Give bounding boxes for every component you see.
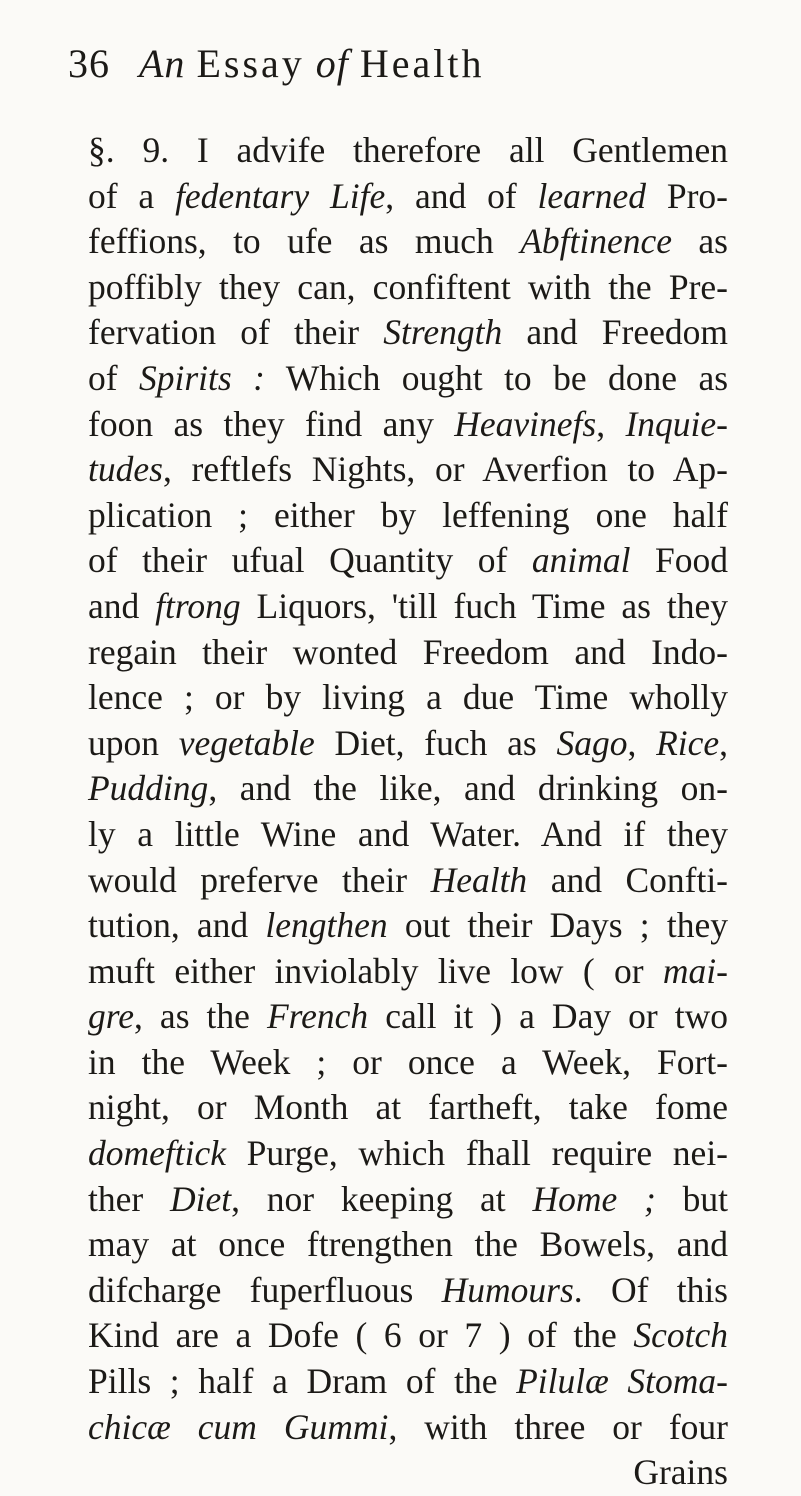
- text-segment: fervation of their: [88, 312, 384, 353]
- text-segment: feffions, to ufe as much: [88, 221, 521, 262]
- italic-segment: Pilulæ Stoma-: [516, 1361, 728, 1402]
- header-word-essay: Essay: [196, 41, 305, 86]
- text-segment: of a: [88, 175, 176, 216]
- text-segment: Which ought to be done as: [264, 357, 729, 398]
- text-segment: Pro-: [645, 175, 728, 216]
- italic-segment: animal: [531, 540, 631, 581]
- text-line: [88, 721, 728, 767]
- text-line: [88, 858, 728, 904]
- text-segment: , and the like, and drinking on-: [208, 768, 728, 809]
- text-line: [88, 949, 728, 995]
- text-segment: out their Days ; they: [387, 905, 728, 946]
- text-segment: and Confti-: [527, 859, 728, 900]
- italic-segment: Rice: [656, 722, 720, 763]
- text-segment: Food: [630, 540, 728, 581]
- text-line: [88, 310, 728, 356]
- italic-segment: tudes: [88, 449, 163, 490]
- text-segment: Purge, which fhall require nei-: [226, 1133, 728, 1174]
- italic-segment: Inquie-: [625, 403, 728, 444]
- italic-segment: vegetable: [178, 722, 315, 763]
- text-line: [88, 1085, 728, 1131]
- text-segment: foon as they find any: [88, 403, 455, 444]
- text-line: [88, 1177, 728, 1223]
- text-segment: of their ufual Quantity of: [88, 540, 532, 581]
- text-segment: plication ; either by leffening one half: [88, 494, 728, 535]
- text-segment: regain their wonted Freedom and Indo-: [88, 631, 728, 672]
- text-line: [88, 1222, 728, 1268]
- page-number: 36: [68, 41, 110, 86]
- header-word-health: Health: [359, 41, 485, 86]
- text-line: [88, 1450, 728, 1496]
- italic-segment: fedentary Life: [175, 175, 386, 216]
- text-segment: ,: [627, 722, 657, 763]
- text-line: [88, 812, 728, 858]
- text-line: [88, 447, 728, 493]
- text-line: [88, 265, 728, 311]
- text-segment: , reftlefs Nights, or Averfion to Ap-: [162, 449, 728, 490]
- text-line: [88, 1359, 728, 1405]
- text-segment: ly a little Wine and Water. And if they: [88, 813, 728, 854]
- text-line: [88, 174, 728, 220]
- italic-segment: Diet: [169, 1178, 232, 1219]
- text-line: [88, 128, 728, 174]
- text-segment: would preferve their: [88, 859, 431, 900]
- italic-segment: gre: [88, 996, 135, 1037]
- text-segment: difcharge fuperfluous: [88, 1269, 442, 1310]
- text-segment: , with three or four: [388, 1406, 728, 1447]
- italic-segment: domeftick: [88, 1133, 226, 1174]
- text-line: [88, 1131, 728, 1177]
- text-segment: , nor keeping at: [231, 1178, 533, 1219]
- text-segment: muft either inviolably live low ( or: [88, 950, 663, 991]
- text-segment: of: [88, 357, 139, 398]
- italic-segment: Heavinefs: [454, 403, 597, 444]
- body-text: [88, 128, 728, 1496]
- header-word-of: of: [315, 41, 349, 86]
- text-segment: ,: [596, 403, 626, 444]
- text-segment: as: [671, 221, 728, 262]
- italic-segment: French: [266, 996, 369, 1037]
- italic-segment: lengthen: [265, 905, 388, 946]
- italic-segment: Scotch: [633, 1315, 728, 1356]
- text-line: [88, 1405, 728, 1451]
- italic-segment: learned: [537, 175, 646, 216]
- text-line: [88, 493, 728, 539]
- italic-segment: ftrong: [155, 585, 241, 626]
- italic-segment: Health: [430, 859, 528, 900]
- italic-segment: Home ;: [532, 1178, 656, 1219]
- text-line: [88, 356, 728, 402]
- text-segment: and: [88, 585, 156, 626]
- text-line: [88, 584, 728, 630]
- header-word-an: An: [139, 41, 186, 86]
- text-segment: . Of this: [573, 1269, 728, 1310]
- text-line: [88, 1040, 728, 1086]
- text-segment: lence ; or by living a due Time wholly: [88, 677, 728, 718]
- text-line: [88, 994, 728, 1040]
- text-line: [88, 903, 728, 949]
- text-segment: , and of: [385, 175, 538, 216]
- text-segment: tution, and: [88, 905, 266, 946]
- text-line: [88, 538, 728, 584]
- text-segment: in the Week ; or once a Week, Fort-: [88, 1041, 728, 1082]
- text-segment: Liquors, 'till fuch Time as they: [240, 585, 728, 626]
- text-line: [88, 630, 728, 676]
- text-segment: night, or Month at fartheft, take fome: [88, 1087, 728, 1128]
- text-line: [88, 1313, 728, 1359]
- text-segment: poffibly they can, confiftent with the Pre-: [88, 266, 728, 307]
- text-segment: upon: [88, 722, 179, 763]
- text-segment: Kind are a Dofe ( 6 or 7 ) of the: [88, 1315, 634, 1356]
- running-header: [68, 40, 485, 87]
- text-segment: Pills ; half a Dram of the: [88, 1361, 517, 1402]
- italic-segment: mai-: [662, 950, 728, 991]
- italic-segment: Spirits :: [139, 357, 265, 398]
- text-segment: may at once ftrengthen the Bowels, and: [88, 1224, 728, 1265]
- italic-segment: Pudding: [88, 768, 209, 809]
- text-segment: , as the: [134, 996, 267, 1037]
- text-segment: ,: [719, 722, 729, 763]
- italic-segment: Abftinence: [520, 221, 672, 262]
- text-segment: ther: [88, 1178, 170, 1219]
- text-segment: §. 9. I advife therefore all Gentlemen: [88, 130, 728, 170]
- text-line: [88, 675, 728, 721]
- text-line: [88, 766, 728, 812]
- italic-segment: chicæ cum Gummi: [88, 1406, 389, 1447]
- text-segment: and Freedom: [502, 312, 729, 353]
- text-segment: call it ) a Day or two: [368, 996, 728, 1037]
- text-segment: but: [655, 1178, 728, 1219]
- text-segment: Grains: [633, 1452, 728, 1493]
- text-line: [88, 219, 728, 265]
- italic-segment: Humours: [441, 1269, 574, 1310]
- italic-segment: Strength: [383, 312, 503, 353]
- text-line: [88, 1268, 728, 1314]
- text-line: [88, 402, 728, 448]
- text-segment: Diet, fuch as: [314, 722, 557, 763]
- italic-segment: Sago: [556, 722, 628, 763]
